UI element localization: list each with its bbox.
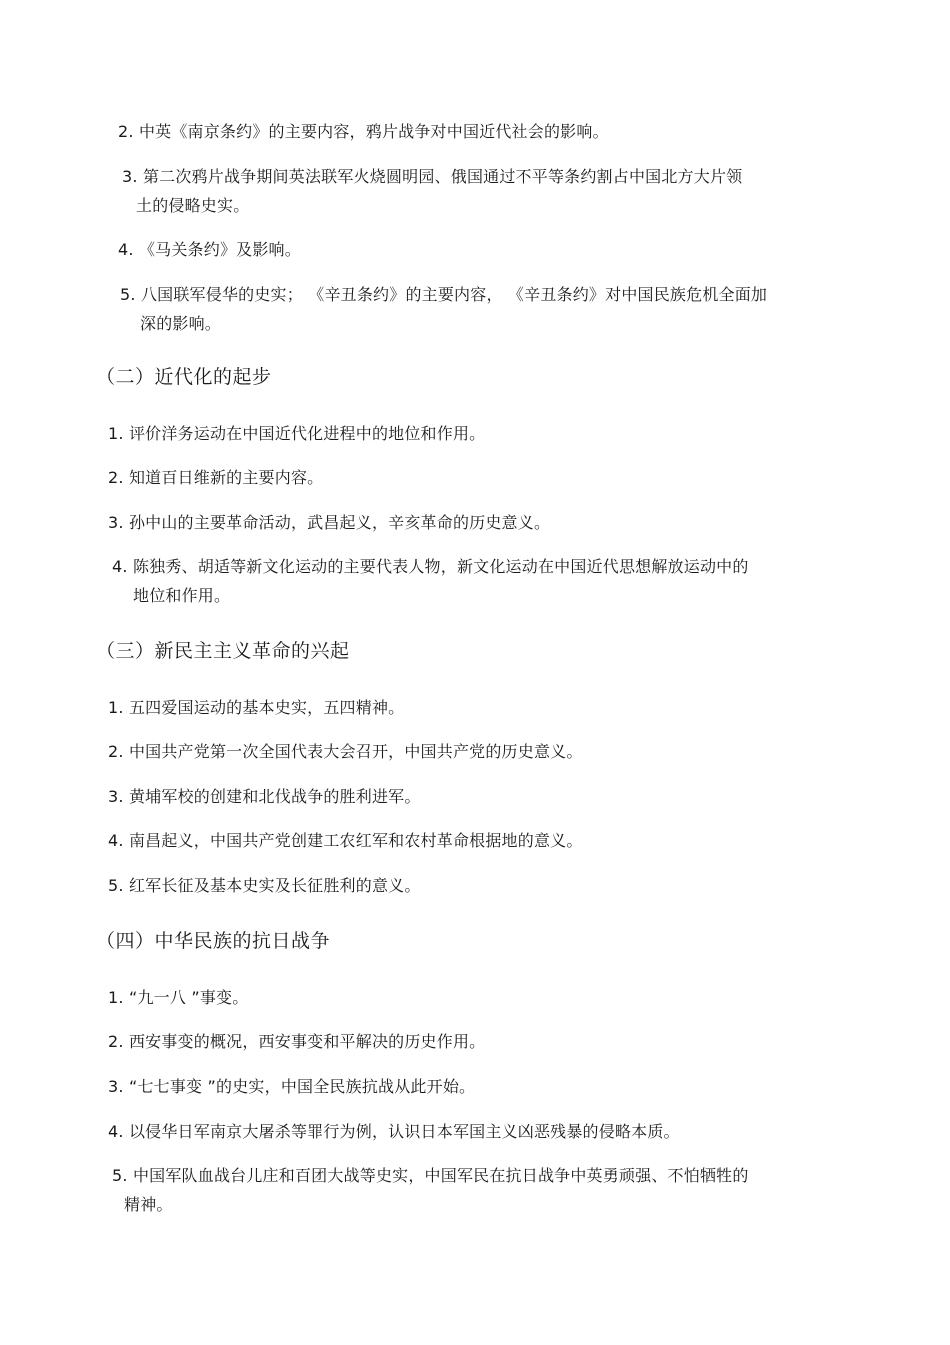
list-item: 3. “七七事变 ”的史实，中国全民族抗战从此开始。: [108, 1077, 476, 1096]
list-item: 5. 八国联军侵华的史实； 《辛丑条约》的主要内容， 《辛丑条约》对中国民族危机全面加: [120, 285, 768, 304]
list-item: 1. “九一八 ”事变。: [108, 988, 249, 1007]
list-item-continuation: 深的影响。: [140, 314, 222, 333]
list-item: 4. 陈独秀、胡适等新文化运动的主要代表人物，新文化运动在中国近代思想解放运动中的: [112, 557, 749, 576]
list-item: 5. 红军长征及基本史实及长征胜利的意义。: [108, 876, 421, 895]
list-item-continuation: 土的侵略史实。: [136, 196, 250, 215]
list-item: 3. 黄埔军校的创建和北伐战争的胜利进军。: [108, 787, 421, 806]
section-heading: （三）新民主主义革命的兴起: [96, 640, 350, 662]
section-heading: （四）中华民族的抗日战争: [96, 930, 331, 952]
list-item: 4. 《马关条约》及影响。: [118, 240, 301, 259]
list-item: 2. 知道百日维新的主要内容。: [108, 468, 324, 487]
list-item-continuation: 地位和作用。: [133, 586, 231, 605]
list-item-continuation: 精神。: [124, 1195, 173, 1214]
list-item: 4. 以侵华日军南京大屠杀等罪行为例，认识日本军国主义凶恶残暴的侵略本质。: [108, 1122, 680, 1141]
list-item: 1. 五四爱国运动的基本史实，五四精神。: [108, 698, 405, 717]
list-item: 1. 评价洋务运动在中国近代化进程中的地位和作用。: [108, 424, 486, 443]
section-heading: （二）近代化的起步: [96, 366, 272, 388]
list-item: 3. 孙中山的主要革命活动，武昌起义，辛亥革命的历史意义。: [108, 513, 551, 532]
list-item: 3. 第二次鸦片战争期间英法联军火烧圆明园、俄国通过不平等条约割占中国北方大片领: [122, 167, 743, 186]
list-item: 4. 南昌起义，中国共产党创建工农红军和农村革命根据地的意义。: [108, 831, 583, 850]
list-item: 2. 中国共产党第一次全国代表大会召开，中国共产党的历史意义。: [108, 742, 583, 761]
list-item: 5. 中国军队血战台儿庄和百团大战等史实，中国军民在抗日战争中英勇顽强、不怕牺牲的: [112, 1166, 749, 1185]
list-item: 2. 西安事变的概况，西安事变和平解决的历史作用。: [108, 1032, 486, 1051]
list-item: 2. 中英《南京条约》的主要内容，鸦片战争对中国近代社会的影响。: [118, 122, 609, 141]
